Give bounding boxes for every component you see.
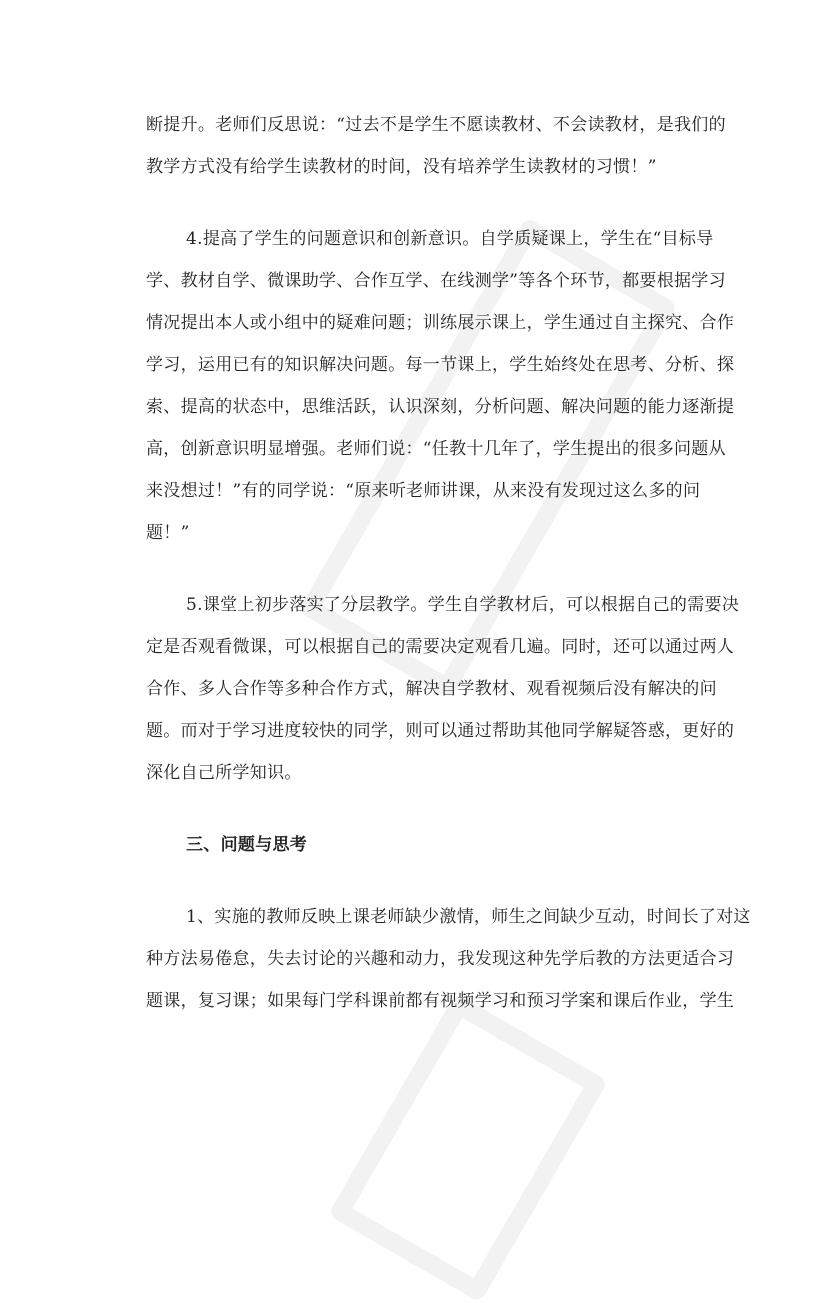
- text-line: 学习，运用已有的知识解决问题。每一节课上，学生始终处在思考、分析、探: [146, 355, 735, 375]
- text-line: 教学方式没有给学生读教材的时间，没有培养学生读教材的习惯！”: [146, 157, 657, 177]
- paragraph-5: [146, 584, 740, 794]
- document-page: [146, 104, 751, 1052]
- text-line: 学、教材自学、微课助学、合作互学、在线测学”等各个环节，都要根据学习: [146, 271, 726, 291]
- text-line: 1、实施的教师反映上课老师缺少激情，师生之间缺少互动，时间长了对这: [186, 907, 751, 927]
- paragraph-continued: [146, 104, 726, 188]
- text-line: 情况提出本人或小组中的疑难问题；训练展示课上，学生通过自主探究、合作: [146, 313, 735, 333]
- text-line: 断提升。老师们反思说：“过去不是学生不愿读教材、不会读教材，是我们的: [146, 115, 726, 135]
- text-line: 题！”: [146, 523, 190, 543]
- text-line: 题。而对于学习进度较快的同学，则可以通过帮助其他同学解疑答惑，更好的: [146, 721, 735, 741]
- section-heading: [146, 824, 706, 866]
- text-line: 种方法易倦怠，失去讨论的兴趣和动力，我发现这种先学后教的方法更适合习: [146, 949, 735, 969]
- text-line: 来没想过！”有的同学说：“原来听老师讲课，从来没有发现过这么多的问: [146, 481, 701, 501]
- text-line: 索、提高的状态中，思维活跃，认识深刻，分析问题、解决问题的能力逐渐提: [146, 397, 735, 417]
- paragraph-4: [146, 218, 735, 554]
- text-line: 4.提高了学生的问题意识和创新意识。自学质疑课上，学生在“目标导: [186, 229, 714, 249]
- paragraph-problem-1: [146, 896, 751, 1022]
- text-line: 定是否观看微课，可以根据自己的需要决定观看几遍。同时，还可以通过两人: [146, 637, 735, 657]
- heading-text: 三、问题与思考: [186, 835, 308, 855]
- text-line: 5.课堂上初步落实了分层教学。学生自学教材后，可以根据自己的需要决: [186, 595, 740, 615]
- text-line: 高，创新意识明显增强。老师们说：“任教十几年了，学生提出的很多问题从: [146, 439, 726, 459]
- text-line: 合作、多人合作等多种合作方式，解决自学教材、观看视频后没有解决的问: [146, 679, 717, 699]
- text-line: 题课，复习课；如果每门学科课前都有视频学习和预习学案和课后作业，学生: [146, 991, 735, 1011]
- text-line: 深化自己所学知识。: [146, 763, 302, 783]
